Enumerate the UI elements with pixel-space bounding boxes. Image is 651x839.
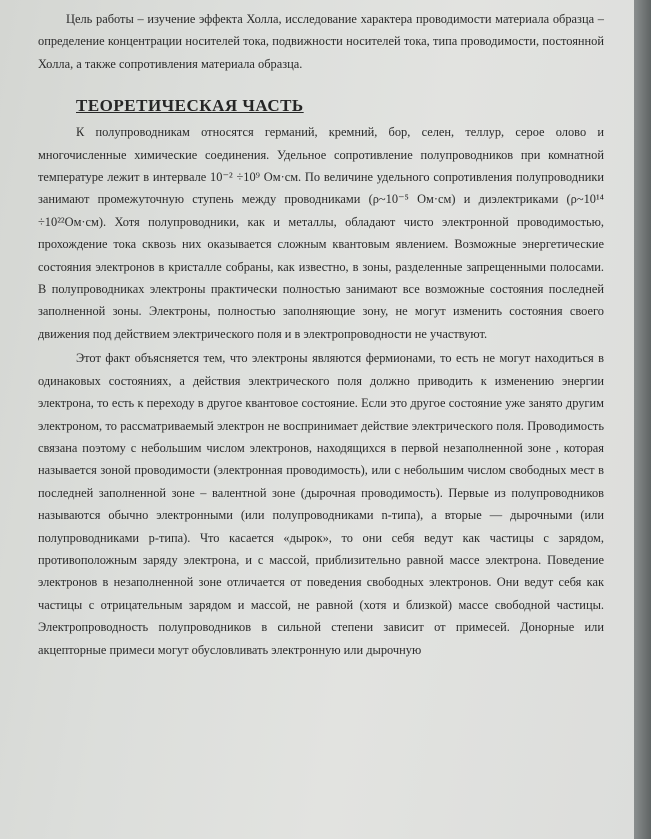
document-body — [38, 8, 604, 661]
paragraph-2: Этот факт объясняется тем, что электроны являются фермионами, то есть не могут находиться в одинаковых состояниях, а действия электрического поля должно приводить к изменению энергии электрона, то есть к переходу в другое квантовое состояние. Если это другое состояние уже занято другим электроном, то рассматриваемый электрон не воспринимает действие электрического поля. Проводимость связана поэтому с небольшим числом электронов, находящихся в первой незаполненной зоне , которая называется зоной проводимости (электронная проводимость), или с небольшим числом свободных мест в последней заполненной зоне – валентной зоне (дырочная проводимость). Первые из полупроводников называются обычно электронными (или полупроводниками n-типа), а вторые — дырочными (или полупроводниками p-типа). Что касается «дырок», то они себя ведут как частицы с зарядом, противоположным заряду электрона, и с массой, приблизительно равной массе электрона. Поведение электронов в незаполненной зоне отличается от поведения свободных электронов. Они ведут себя как частицы с отрицательным зарядом и массой, не равной (хотя и близкой) массе свободной частицы. Электропроводность полупроводников в сильной степени зависит от примесей. Донорные или акцепторные примеси могут обусловливать электронную или дырочную — [38, 351, 604, 657]
intro-paragraph: Цель работы – изучение эффекта Холла, исследование характера проводимости материала образца – определение концентрации носителей тока, подвижности носителей тока, типа проводимости, постоянной Холла, а также сопротивления материала образца. — [38, 12, 604, 71]
page-edge-shadow — [634, 0, 651, 839]
paragraph-1: К полупроводникам относятся германий, кремний, бор, селен, теллур, серое олово и многочисленные химические соединения. Удельное сопротивление полупроводников при комнатной температуре лежит в интервале 10⁻² ÷10⁹ Ом·см. По величине удельного сопротивления полупроводники занимают промежуточную ступень между проводниками (ρ~10⁻⁵ Ом·см) и диэлектриками (ρ~10¹⁴ ÷10²²Ом·см). Хотя полупроводники, как и металлы, обладают чисто электронной проводимостью, прохождение тока сквозь них оказывается сложным квантовым явлением. Возможные энергетические состояния электронов в кристалле собраны, как известно, в зоны, разделенные запрещенными полосами. В полупроводниках электроны практически полностью занимают все возможные состояния последней заполненной зоны. Электроны, полностью заполняющие зону, не могут изменить состояния своего движения под действием электрического поля и в электропроводности не участвуют. — [38, 125, 604, 341]
section-title: ТЕОРЕТИЧЕСКАЯ ЧАСТЬ — [76, 96, 304, 116]
